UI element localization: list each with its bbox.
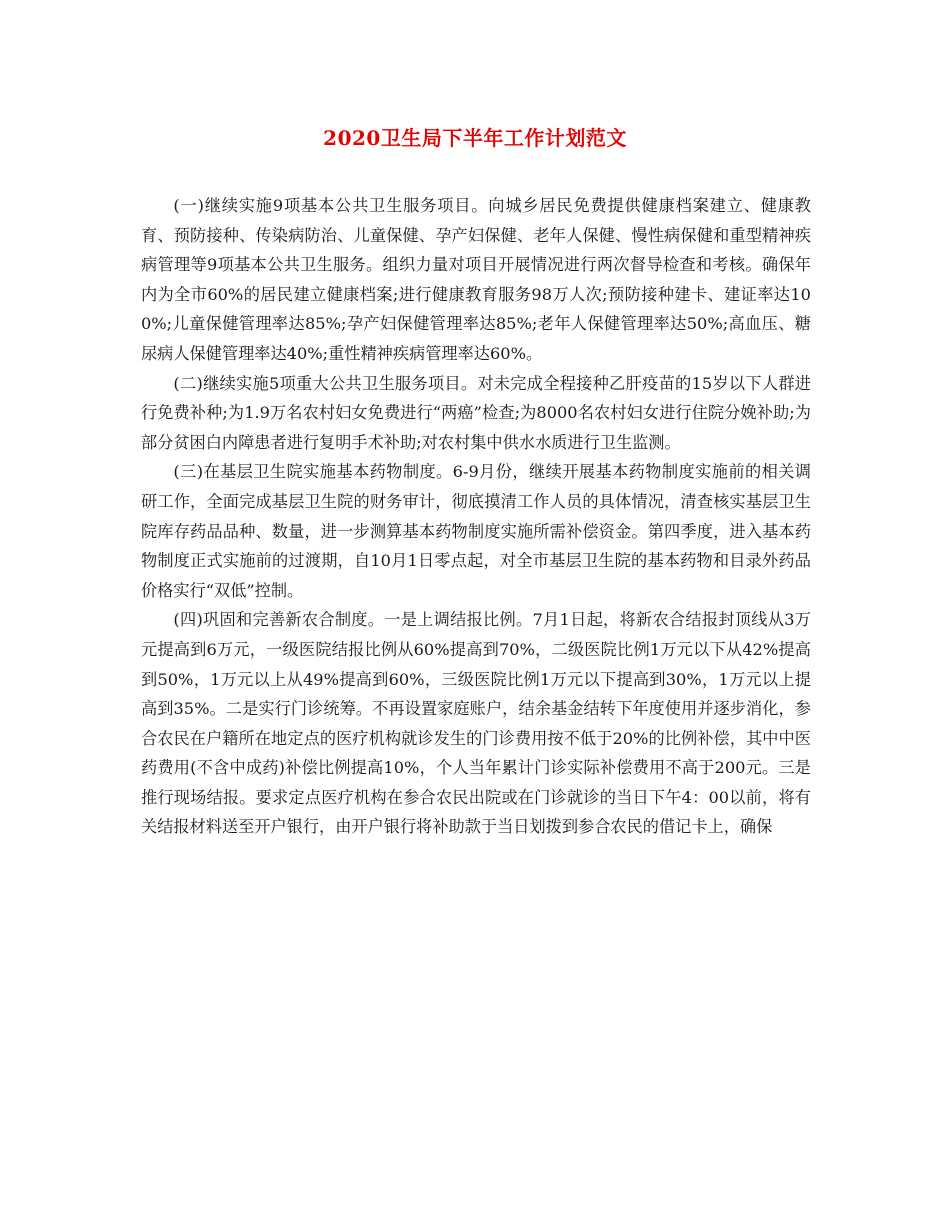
paragraph-4: (四)巩固和完善新农合制度。一是上调结报比例。7月1日起，将新农合结报封顶线从3万元提高到6万元，一级医院结报比例从60%提高到70%，二级医院比例1万元以下从42%提高到50%，1万元以上从49%提高到60%，三级医院比例1万元以下提高到30%，1万元以上提高到35%。二是实行门诊统筹。不再设置家庭账户，结余基金结转下年度使用并逐步消化，参合农民在户籍所在地定点的医疗机构就诊发生的门诊费用按不低于20%的比例补偿，其中中医药费用(不含中成药)补偿比例提高10%，个人当年累计门诊实际补偿费用不高于200元。三是推行现场结报。要求定点医疗机构在参合农民出院或在门诊就诊的当日下午4：00以前，将有关结报材料送至开户银行，由开户银行将补助款于当日划拨到参合农民的借记卡上，确保 [141,610,811,837]
document-body [141,191,811,842]
paragraph-3: (三)在基层卫生院实施基本药物制度。6-9月份，继续开展基本药物制度实施前的相关调研工作，全面完成基层卫生院的财务审计，彻底摸清工作人员的具体情况，清查核实基层卫生院库存药品品种、数量，进一步测算基本药物制度实施所需补偿资金。第四季度，进入基本药物制度正式实施前的过渡期，自10月1日零点起，对全市基层卫生院的基本药物和目录外药品价格实行“双低”控制。 [141,462,811,600]
paragraph-1: (一)继续实施9项基本公共卫生服务项目。向城乡居民免费提供健康档案建立、健康教育、预防接种、传染病防治、儿童保健、孕产妇保健、老年人保健、慢性病保健和重型精神疾病管理等9项基本公共卫生服务。组织力量对项目开展情况进行两次督导检查和考核。确保年内为全市60%的居民建立健康档案;进行健康教育服务98万人次;预防接种建卡、建证率达100%;儿童保健管理率达85%;孕产妇保健管理率达85%;老年人保健管理率达50%;高血压、糖尿病人保健管理率达40%;重性精神疾病管理率达60%。 [141,196,811,363]
document-title: 2020卫生局下半年工作计划范文 [323,126,627,150]
paragraph-2: (二)继续实施5项重大公共卫生服务项目。对未完成全程接种乙肝疫苗的15岁以下人群进行免费补种;为1.9万名农村妇女免费进行“两癌”检查;为8000名农村妇女进行住院分娩补助;为部分贫困白内障患者进行复明手术补助;对农村集中供水水质进行卫生监测。 [141,373,811,452]
